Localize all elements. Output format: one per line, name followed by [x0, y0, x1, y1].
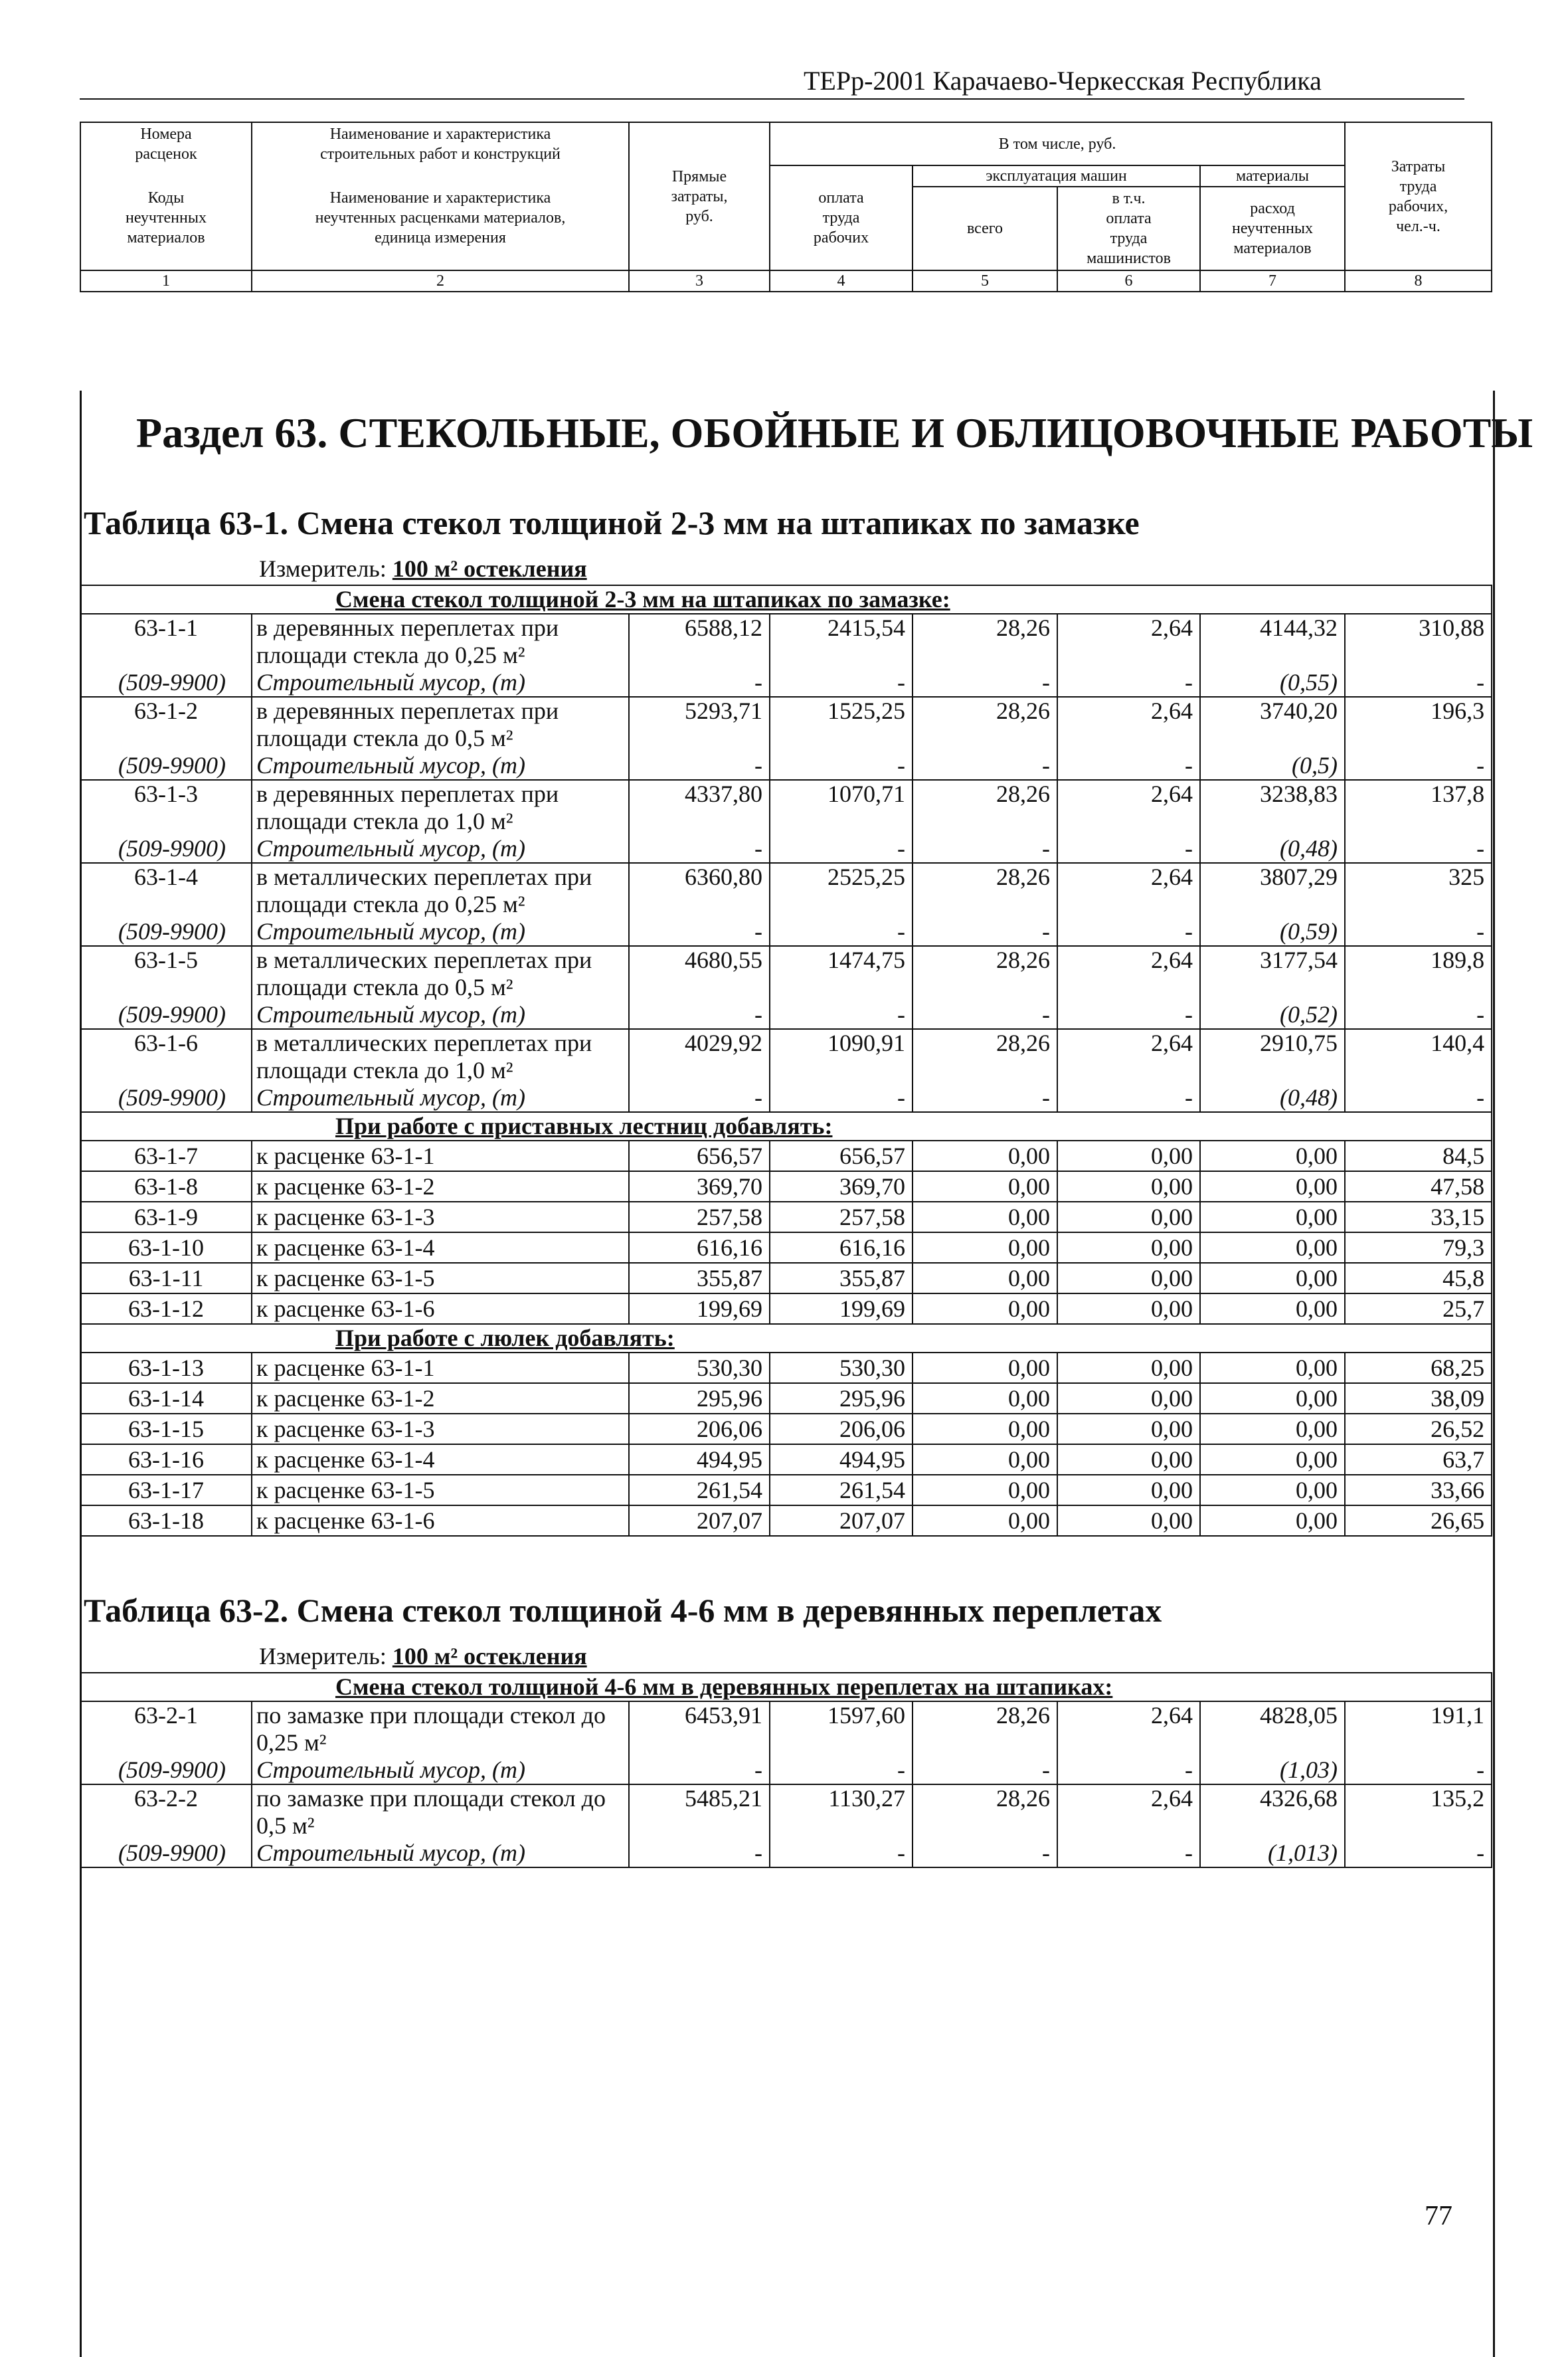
- value-c7: 3177,54: [1200, 946, 1345, 1001]
- rate-code: (509-9900): [80, 835, 252, 863]
- value-c6: -: [1057, 1084, 1200, 1112]
- header-in-total: В том числе, руб.: [770, 122, 1345, 165]
- value-c7: 3740,20: [1200, 697, 1345, 752]
- rate-name: Строительный мусор, (т): [252, 918, 629, 946]
- header-num: 5: [913, 270, 1057, 292]
- value-c8: 137,8: [1345, 780, 1492, 835]
- value-c3: 4680,55: [629, 946, 770, 1001]
- value-c3: 5293,71: [629, 697, 770, 752]
- value-c8: -: [1345, 918, 1492, 946]
- header-labor-hours: Затраты труда рабочих, чел.-ч.: [1345, 122, 1492, 270]
- value-c8: 196,3: [1345, 697, 1492, 752]
- value-c7: (0,5): [1200, 752, 1345, 780]
- value-c3: 199,69: [629, 1293, 770, 1324]
- rate-name: Строительный мусор, (т): [252, 1001, 629, 1029]
- value-c5: 0,00: [913, 1263, 1057, 1293]
- column-header-table: [80, 122, 1492, 292]
- value-c5: 28,26: [913, 614, 1057, 669]
- table1: [80, 585, 1492, 1537]
- header-machines-total: всего: [913, 187, 1057, 270]
- material-row: [80, 1084, 1492, 1112]
- rate-code: (509-9900): [80, 669, 252, 697]
- header-machines: эксплуатация машин: [913, 165, 1200, 187]
- header-num: 4: [770, 270, 913, 292]
- value-c7: 4144,32: [1200, 614, 1345, 669]
- rate-row: [80, 946, 1492, 1001]
- rate-code: 63-1-5: [80, 946, 252, 1001]
- table1-meter: Измеритель: 100 м² остекления: [259, 555, 587, 582]
- value-c5: 28,26: [913, 1029, 1057, 1084]
- material-row: [80, 752, 1492, 780]
- value-c7: 0,00: [1200, 1475, 1345, 1505]
- value-c8: 47,58: [1345, 1171, 1492, 1202]
- value-c8: -: [1345, 1084, 1492, 1112]
- rate-name: к расценке 63-1-1: [252, 1141, 629, 1171]
- rate-name: по замазке при площади стекол до 0,25 м²: [252, 1701, 629, 1756]
- addon-row: [80, 1232, 1492, 1263]
- value-c5: 0,00: [913, 1414, 1057, 1444]
- rate-row: [80, 614, 1492, 669]
- rate-row: [80, 1029, 1492, 1084]
- addon-row: [80, 1505, 1492, 1536]
- rate-name: Строительный мусор, (т): [252, 1756, 629, 1784]
- addon-row: [80, 1141, 1492, 1171]
- rate-row: [80, 1701, 1492, 1756]
- rate-code: 63-1-9: [80, 1202, 252, 1232]
- ladders-subheader: [80, 1112, 1492, 1141]
- value-c4: 1070,71: [770, 780, 913, 835]
- value-c5: 0,00: [913, 1383, 1057, 1414]
- addon-row: [80, 1171, 1492, 1202]
- value-c8: -: [1345, 1839, 1492, 1867]
- addon-row: [80, 1414, 1492, 1444]
- value-c4: 206,06: [770, 1414, 913, 1444]
- addon-row: [80, 1263, 1492, 1293]
- value-c3: 6360,80: [629, 863, 770, 918]
- value-c4: -: [770, 1084, 913, 1112]
- rate-code: 63-1-12: [80, 1293, 252, 1324]
- value-c5: 0,00: [913, 1505, 1057, 1536]
- value-c7: 0,00: [1200, 1232, 1345, 1263]
- value-c6: 0,00: [1057, 1171, 1200, 1202]
- value-c6: 0,00: [1057, 1202, 1200, 1232]
- value-c4: -: [770, 1839, 913, 1867]
- table2-title: Таблица 63-2. Смена стекол толщиной 4-6 мм в деревянных переплетах: [84, 1592, 1162, 1629]
- value-c8: 140,4: [1345, 1029, 1492, 1084]
- value-c4: -: [770, 1756, 913, 1784]
- value-c8: 25,7: [1345, 1293, 1492, 1324]
- rate-name: к расценке 63-1-3: [252, 1202, 629, 1232]
- addon-row: [80, 1444, 1492, 1475]
- header-worker-pay: оплата труда рабочих: [770, 165, 913, 270]
- value-c5: 28,26: [913, 780, 1057, 835]
- value-c6: -: [1057, 918, 1200, 946]
- value-c5: 0,00: [913, 1353, 1057, 1383]
- value-c8: 310,88: [1345, 614, 1492, 669]
- rate-code: 63-1-17: [80, 1475, 252, 1505]
- value-c6: -: [1057, 1839, 1200, 1867]
- value-c6: 2,64: [1057, 697, 1200, 752]
- header-num: 8: [1345, 270, 1492, 292]
- rate-code: (509-9900): [80, 752, 252, 780]
- value-c5: -: [913, 835, 1057, 863]
- header-num: 6: [1057, 270, 1200, 292]
- value-c7: 0,00: [1200, 1141, 1345, 1171]
- material-row: [80, 835, 1492, 863]
- value-c5: 28,26: [913, 946, 1057, 1001]
- value-c6: 0,00: [1057, 1141, 1200, 1171]
- rate-name: в деревянных переплетах при площади стекла до 1,0 м²: [252, 780, 629, 835]
- rate-name: к расценке 63-1-2: [252, 1171, 629, 1202]
- value-c5: -: [913, 1084, 1057, 1112]
- value-c8: 325: [1345, 863, 1492, 918]
- value-c6: 0,00: [1057, 1263, 1200, 1293]
- value-c5: 0,00: [913, 1202, 1057, 1232]
- value-c3: 257,58: [629, 1202, 770, 1232]
- value-c7: 0,00: [1200, 1171, 1345, 1202]
- value-c3: 656,57: [629, 1141, 770, 1171]
- rate-name: к расценке 63-1-3: [252, 1414, 629, 1444]
- value-c5: -: [913, 1756, 1057, 1784]
- value-c4: -: [770, 752, 913, 780]
- value-c5: 28,26: [913, 697, 1057, 752]
- rate-name: Строительный мусор, (т): [252, 835, 629, 863]
- header-rate-numbers: Номера расценок: [80, 122, 252, 165]
- rate-row: [80, 863, 1492, 918]
- rate-name: к расценке 63-1-6: [252, 1505, 629, 1536]
- rate-name: Строительный мусор, (т): [252, 1084, 629, 1112]
- rate-code: 63-1-10: [80, 1232, 252, 1263]
- value-c7: 0,00: [1200, 1505, 1345, 1536]
- value-c5: -: [913, 1839, 1057, 1867]
- value-c6: 2,64: [1057, 946, 1200, 1001]
- value-c8: 63,7: [1345, 1444, 1492, 1475]
- value-c7: (0,48): [1200, 1084, 1345, 1112]
- value-c3: -: [629, 1084, 770, 1112]
- value-c7: 4828,05: [1200, 1701, 1345, 1756]
- section-title: Раздел 63. СТЕКОЛЬНЫЕ, ОБОЙНЫЕ И ОБЛИЦОВОЧНЫЕ РАБОТЫ: [136, 409, 1533, 456]
- value-c7: (0,52): [1200, 1001, 1345, 1029]
- value-c3: -: [629, 1756, 770, 1784]
- value-c8: -: [1345, 752, 1492, 780]
- value-c3: 530,30: [629, 1353, 770, 1383]
- material-row: [80, 1001, 1492, 1029]
- rate-code: (509-9900): [80, 1756, 252, 1784]
- value-c3: -: [629, 918, 770, 946]
- table1-subheader: [80, 585, 1492, 614]
- table2-subheader: [80, 1673, 1492, 1701]
- value-c6: 0,00: [1057, 1232, 1200, 1263]
- value-c7: 0,00: [1200, 1202, 1345, 1232]
- rate-name: в металлических переплетах при площади стекла до 1,0 м²: [252, 1029, 629, 1084]
- value-c4: 530,30: [770, 1353, 913, 1383]
- material-row: [80, 1756, 1492, 1784]
- value-c5: 0,00: [913, 1475, 1057, 1505]
- value-c3: 355,87: [629, 1263, 770, 1293]
- value-c4: 261,54: [770, 1475, 913, 1505]
- material-row: [80, 1839, 1492, 1867]
- rate-name: в деревянных переплетах при площади стекла до 0,25 м²: [252, 614, 629, 669]
- value-c6: 0,00: [1057, 1475, 1200, 1505]
- rate-code: 63-1-16: [80, 1444, 252, 1475]
- material-row: [80, 669, 1492, 697]
- value-c3: 369,70: [629, 1171, 770, 1202]
- table1-title: Таблица 63-1. Смена стекол толщиной 2-3 мм на штапиках по замазке: [84, 504, 1140, 541]
- value-c3: 494,95: [629, 1444, 770, 1475]
- value-c3: 207,07: [629, 1505, 770, 1536]
- value-c7: 0,00: [1200, 1383, 1345, 1414]
- value-c3: 6453,91: [629, 1701, 770, 1756]
- addon-row: [80, 1353, 1492, 1383]
- value-c4: 207,07: [770, 1505, 913, 1536]
- rate-code: 63-1-8: [80, 1171, 252, 1202]
- table1-subheader-cell: Смена стекол толщиной 2-3 мм на штапиках по замазке:: [80, 585, 1492, 614]
- rate-code: 63-1-3: [80, 780, 252, 835]
- header-rule: [80, 98, 1464, 100]
- rate-code: 63-1-11: [80, 1263, 252, 1293]
- value-c7: (0,59): [1200, 918, 1345, 946]
- header-material-codes: Коды неучтенных материалов: [80, 165, 252, 270]
- value-c6: -: [1057, 669, 1200, 697]
- value-c8: 79,3: [1345, 1232, 1492, 1263]
- value-c3: 4337,80: [629, 780, 770, 835]
- rate-name: к расценке 63-1-4: [252, 1232, 629, 1263]
- value-c6: 0,00: [1057, 1444, 1200, 1475]
- rate-code: 63-1-4: [80, 863, 252, 918]
- value-c5: 28,26: [913, 863, 1057, 918]
- value-c4: 494,95: [770, 1444, 913, 1475]
- addon-row: [80, 1475, 1492, 1505]
- value-c8: 191,1: [1345, 1701, 1492, 1756]
- value-c5: -: [913, 1001, 1057, 1029]
- value-c8: 33,15: [1345, 1202, 1492, 1232]
- value-c5: 0,00: [913, 1141, 1057, 1171]
- value-c8: -: [1345, 669, 1492, 697]
- value-c3: 295,96: [629, 1383, 770, 1414]
- rate-row: [80, 697, 1492, 752]
- value-c4: 1474,75: [770, 946, 913, 1001]
- value-c3: -: [629, 1001, 770, 1029]
- value-c7: 0,00: [1200, 1293, 1345, 1324]
- value-c7: 0,00: [1200, 1353, 1345, 1383]
- rate-code: 63-1-15: [80, 1414, 252, 1444]
- value-c8: 26,65: [1345, 1505, 1492, 1536]
- header-num: 1: [80, 270, 252, 292]
- value-c4: -: [770, 918, 913, 946]
- value-c5: 28,26: [913, 1784, 1057, 1839]
- value-c7: (1,03): [1200, 1756, 1345, 1784]
- value-c6: -: [1057, 1001, 1200, 1029]
- value-c7: (1,013): [1200, 1839, 1345, 1867]
- rate-name: в деревянных переплетах при площади стекла до 0,5 м²: [252, 697, 629, 752]
- value-c7: 3807,29: [1200, 863, 1345, 918]
- rate-name: к расценке 63-1-5: [252, 1263, 629, 1293]
- value-c4: 2525,25: [770, 863, 913, 918]
- rate-name: к расценке 63-1-4: [252, 1444, 629, 1475]
- addon-row: [80, 1293, 1492, 1324]
- cradles-subheader-cell: При работе с люлек добавлять:: [80, 1324, 1492, 1353]
- rate-code: (509-9900): [80, 918, 252, 946]
- value-c4: 1090,91: [770, 1029, 913, 1084]
- value-c3: -: [629, 835, 770, 863]
- value-c3: 5485,21: [629, 1784, 770, 1839]
- value-c4: 369,70: [770, 1171, 913, 1202]
- value-c3: -: [629, 1839, 770, 1867]
- value-c8: -: [1345, 835, 1492, 863]
- rate-name: к расценке 63-1-6: [252, 1293, 629, 1324]
- value-c5: 0,00: [913, 1444, 1057, 1475]
- rate-name: к расценке 63-1-5: [252, 1475, 629, 1505]
- rate-code: 63-1-6: [80, 1029, 252, 1084]
- header-direct-costs: Прямые затраты, руб.: [629, 122, 770, 270]
- value-c8: 135,2: [1345, 1784, 1492, 1839]
- rate-code: 63-1-2: [80, 697, 252, 752]
- value-c3: 206,06: [629, 1414, 770, 1444]
- value-c3: 4029,92: [629, 1029, 770, 1084]
- value-c5: 28,26: [913, 1701, 1057, 1756]
- header-material-name: Наименование и характеристика неучтенных расценками материалов, единица измерения: [252, 165, 629, 270]
- value-c7: (0,48): [1200, 835, 1345, 863]
- value-c5: 0,00: [913, 1171, 1057, 1202]
- value-c6: 0,00: [1057, 1414, 1200, 1444]
- value-c5: 0,00: [913, 1293, 1057, 1324]
- rate-name: к расценке 63-1-1: [252, 1353, 629, 1383]
- value-c4: 656,57: [770, 1141, 913, 1171]
- rate-code: 63-2-2: [80, 1784, 252, 1839]
- value-c6: 0,00: [1057, 1505, 1200, 1536]
- header-num: 7: [1200, 270, 1345, 292]
- value-c7: 2910,75: [1200, 1029, 1345, 1084]
- value-c3: -: [629, 752, 770, 780]
- value-c7: (0,55): [1200, 669, 1345, 697]
- value-c4: 1130,27: [770, 1784, 913, 1839]
- value-c6: -: [1057, 752, 1200, 780]
- table2-meter: Измеритель: 100 м² остекления: [259, 1643, 587, 1669]
- value-c7: 0,00: [1200, 1444, 1345, 1475]
- value-c5: -: [913, 752, 1057, 780]
- value-c6: 0,00: [1057, 1383, 1200, 1414]
- rate-name: в металлических переплетах при площади стекла до 0,5 м²: [252, 946, 629, 1001]
- value-c7: 0,00: [1200, 1263, 1345, 1293]
- value-c8: 45,8: [1345, 1263, 1492, 1293]
- value-c5: 0,00: [913, 1232, 1057, 1263]
- value-c6: 0,00: [1057, 1293, 1200, 1324]
- value-c4: -: [770, 1001, 913, 1029]
- value-c6: 2,64: [1057, 780, 1200, 835]
- value-c6: 2,64: [1057, 1701, 1200, 1756]
- value-c3: 6588,12: [629, 614, 770, 669]
- rate-code: 63-1-18: [80, 1505, 252, 1536]
- header-materials: материалы: [1200, 165, 1345, 187]
- rate-code: 63-2-1: [80, 1701, 252, 1756]
- header-material-consumption: расход неучтенных материалов: [1200, 187, 1345, 270]
- header-num: 3: [629, 270, 770, 292]
- addon-row: [80, 1202, 1492, 1232]
- rate-code: 63-1-7: [80, 1141, 252, 1171]
- value-c8: 26,52: [1345, 1414, 1492, 1444]
- running-header: ТЕРр-2001 Карачаево-Черкесская Республика: [804, 66, 1322, 96]
- rate-row: [80, 1784, 1492, 1839]
- value-c4: 616,16: [770, 1232, 913, 1263]
- rate-name: Строительный мусор, (т): [252, 1839, 629, 1867]
- value-c4: -: [770, 835, 913, 863]
- value-c3: 261,54: [629, 1475, 770, 1505]
- value-c7: 3238,83: [1200, 780, 1345, 835]
- value-c6: 0,00: [1057, 1353, 1200, 1383]
- value-c3: -: [629, 669, 770, 697]
- value-c7: 0,00: [1200, 1414, 1345, 1444]
- material-row: [80, 918, 1492, 946]
- value-c6: -: [1057, 835, 1200, 863]
- rate-name: Строительный мусор, (т): [252, 752, 629, 780]
- rate-name: в металлических переплетах при площади стекла до 0,25 м²: [252, 863, 629, 918]
- value-c4: 199,69: [770, 1293, 913, 1324]
- value-c6: -: [1057, 1756, 1200, 1784]
- value-c4: 257,58: [770, 1202, 913, 1232]
- header-machinist-pay: в т.ч. оплата труда машинистов: [1057, 187, 1200, 270]
- value-c3: 616,16: [629, 1232, 770, 1263]
- rate-code: 63-1-1: [80, 614, 252, 669]
- value-c6: 2,64: [1057, 1029, 1200, 1084]
- value-c4: 1525,25: [770, 697, 913, 752]
- rate-code: (509-9900): [80, 1839, 252, 1867]
- rate-code: 63-1-13: [80, 1353, 252, 1383]
- value-c4: 295,96: [770, 1383, 913, 1414]
- value-c5: -: [913, 669, 1057, 697]
- rate-name: к расценке 63-1-2: [252, 1383, 629, 1414]
- value-c6: 2,64: [1057, 1784, 1200, 1839]
- value-c6: 2,64: [1057, 614, 1200, 669]
- header-num: 2: [252, 270, 629, 292]
- value-c4: 2415,54: [770, 614, 913, 669]
- value-c8: 38,09: [1345, 1383, 1492, 1414]
- page-number: 77: [1425, 2201, 1452, 2231]
- rate-row: [80, 780, 1492, 835]
- value-c8: 189,8: [1345, 946, 1492, 1001]
- value-c6: 2,64: [1057, 863, 1200, 918]
- value-c8: 84,5: [1345, 1141, 1492, 1171]
- header-work-name: Наименование и характеристика строительных работ и конструкций: [252, 122, 629, 165]
- rate-code: (509-9900): [80, 1084, 252, 1112]
- ladders-subheader-cell: При работе с приставных лестниц добавлять:: [80, 1112, 1492, 1141]
- value-c4: 355,87: [770, 1263, 913, 1293]
- rate-code: (509-9900): [80, 1001, 252, 1029]
- value-c8: -: [1345, 1756, 1492, 1784]
- rate-name: Строительный мусор, (т): [252, 669, 629, 697]
- value-c5: -: [913, 918, 1057, 946]
- rate-name: по замазке при площади стекол до 0,5 м²: [252, 1784, 629, 1839]
- table2: [80, 1672, 1492, 1868]
- value-c8: 68,25: [1345, 1353, 1492, 1383]
- value-c4: -: [770, 669, 913, 697]
- value-c8: -: [1345, 1001, 1492, 1029]
- value-c8: 33,66: [1345, 1475, 1492, 1505]
- cradles-subheader: [80, 1324, 1492, 1353]
- table2-subheader-cell: Смена стекол толщиной 4-6 мм в деревянных переплетах на штапиках:: [80, 1673, 1492, 1701]
- value-c7: 4326,68: [1200, 1784, 1345, 1839]
- rate-code: 63-1-14: [80, 1383, 252, 1414]
- value-c4: 1597,60: [770, 1701, 913, 1756]
- addon-row: [80, 1383, 1492, 1414]
